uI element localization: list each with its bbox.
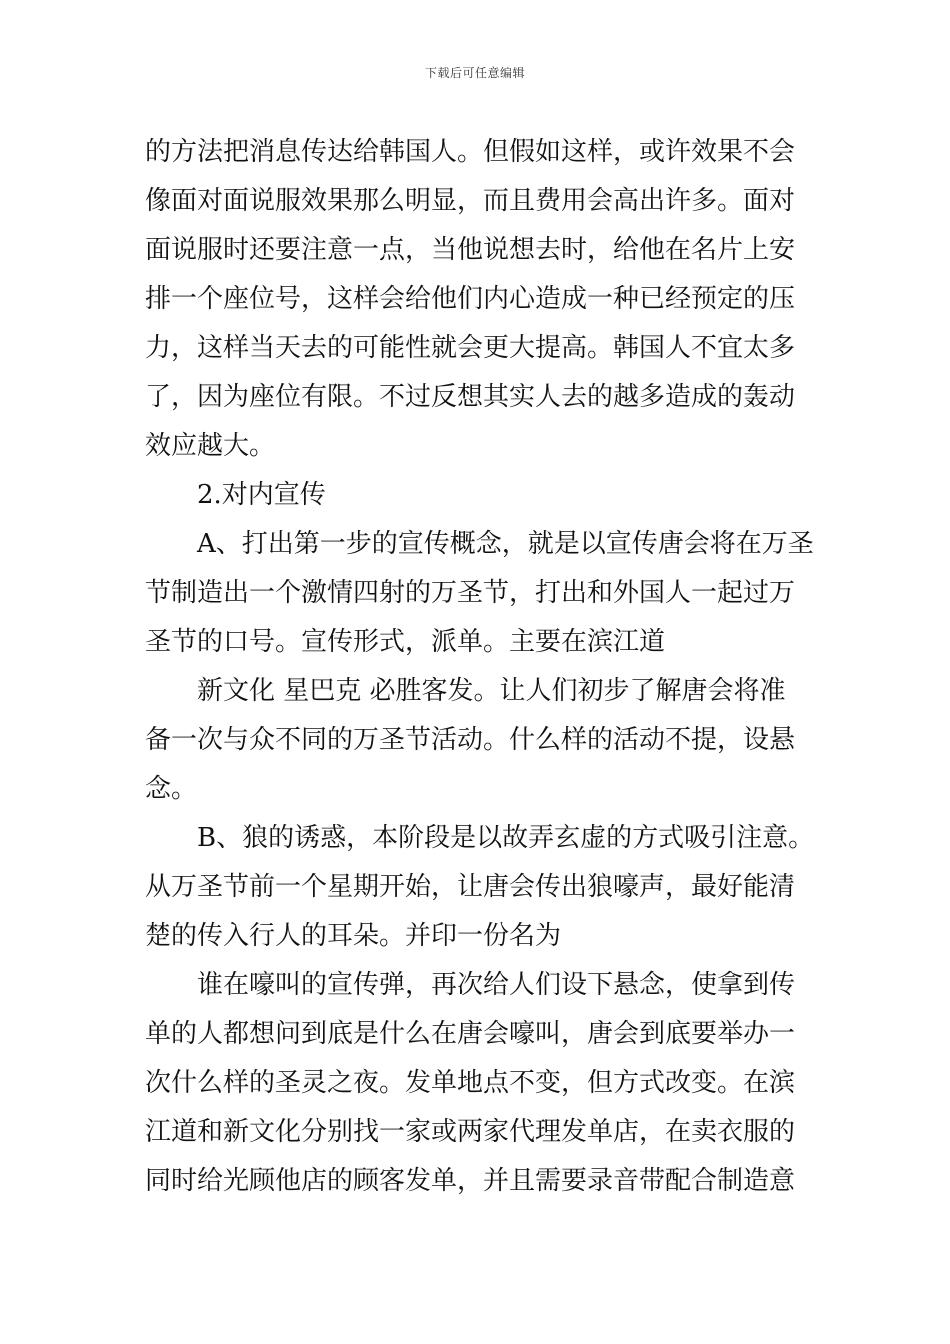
text-line: 谁在嚎叫的宣传弹，再次给人们设下悬念，使拿到传: [197, 970, 796, 1000]
text-line: 次什么样的圣灵之夜。发单地点不变，但方式改变。在滨: [145, 1068, 796, 1098]
text-line: 面说服时还要注意一点，当他说想去时，给他在名片上安: [145, 235, 796, 265]
text-line: 节制造出一个激情四射的万圣节，打出和外国人一起过万: [145, 578, 796, 608]
text-line: 新文化 星巴克 必胜客发。让人们初步了解唐会将准: [197, 676, 786, 706]
text-line: A、打出第一步的宣传概念，就是以宣传唐会将在万圣: [197, 529, 814, 559]
text-line: 单的人都想问到底是什么在唐会嚎叫，唐会到底要举办一: [145, 1019, 796, 1049]
document-body: [145, 128, 815, 1206]
text-line: 同时给光顾他店的顾客发单，并且需要录音带配合制造意: [145, 1166, 796, 1196]
text-line: 江道和新文化分别找一家或两家代理发单店，在卖衣服的: [145, 1117, 796, 1147]
section-heading: 2.对内宣传: [197, 480, 326, 510]
text-line: 像面对面说服效果那么明显，而且费用会高出许多。面对: [145, 186, 796, 216]
text-line: 效应越大。: [145, 431, 276, 461]
text-line: 了，因为座位有限。不过反想其实人去的越多造成的轰动: [145, 382, 796, 412]
text-line: 楚的传入行人的耳朵。并印一份名为: [145, 921, 562, 951]
text-line: 从万圣节前一个星期开始，让唐会传出狼嚎声，最好能清: [145, 872, 796, 902]
text-line: 念。: [145, 774, 198, 804]
text-line: 力，这样当天去的可能性就会更大提高。韩国人不宜太多: [145, 333, 796, 363]
text-line: 圣节的口号。宣传形式，派单。主要在滨江道: [145, 627, 666, 657]
page-header: 下载后可任意编辑: [424, 66, 525, 80]
text-line: 排一个座位号，这样会给他们内心造成一种已经预定的压: [145, 284, 796, 314]
text-line: 的方法把消息传达给韩国人。但假如这样，或许效果不会: [145, 137, 796, 167]
text-line: 备一次与众不同的万圣节活动。什么样的活动不提，设悬: [145, 725, 796, 755]
text-line: B、狼的诱惑，本阶段是以故弄玄虚的方式吸引注意。: [197, 823, 815, 853]
